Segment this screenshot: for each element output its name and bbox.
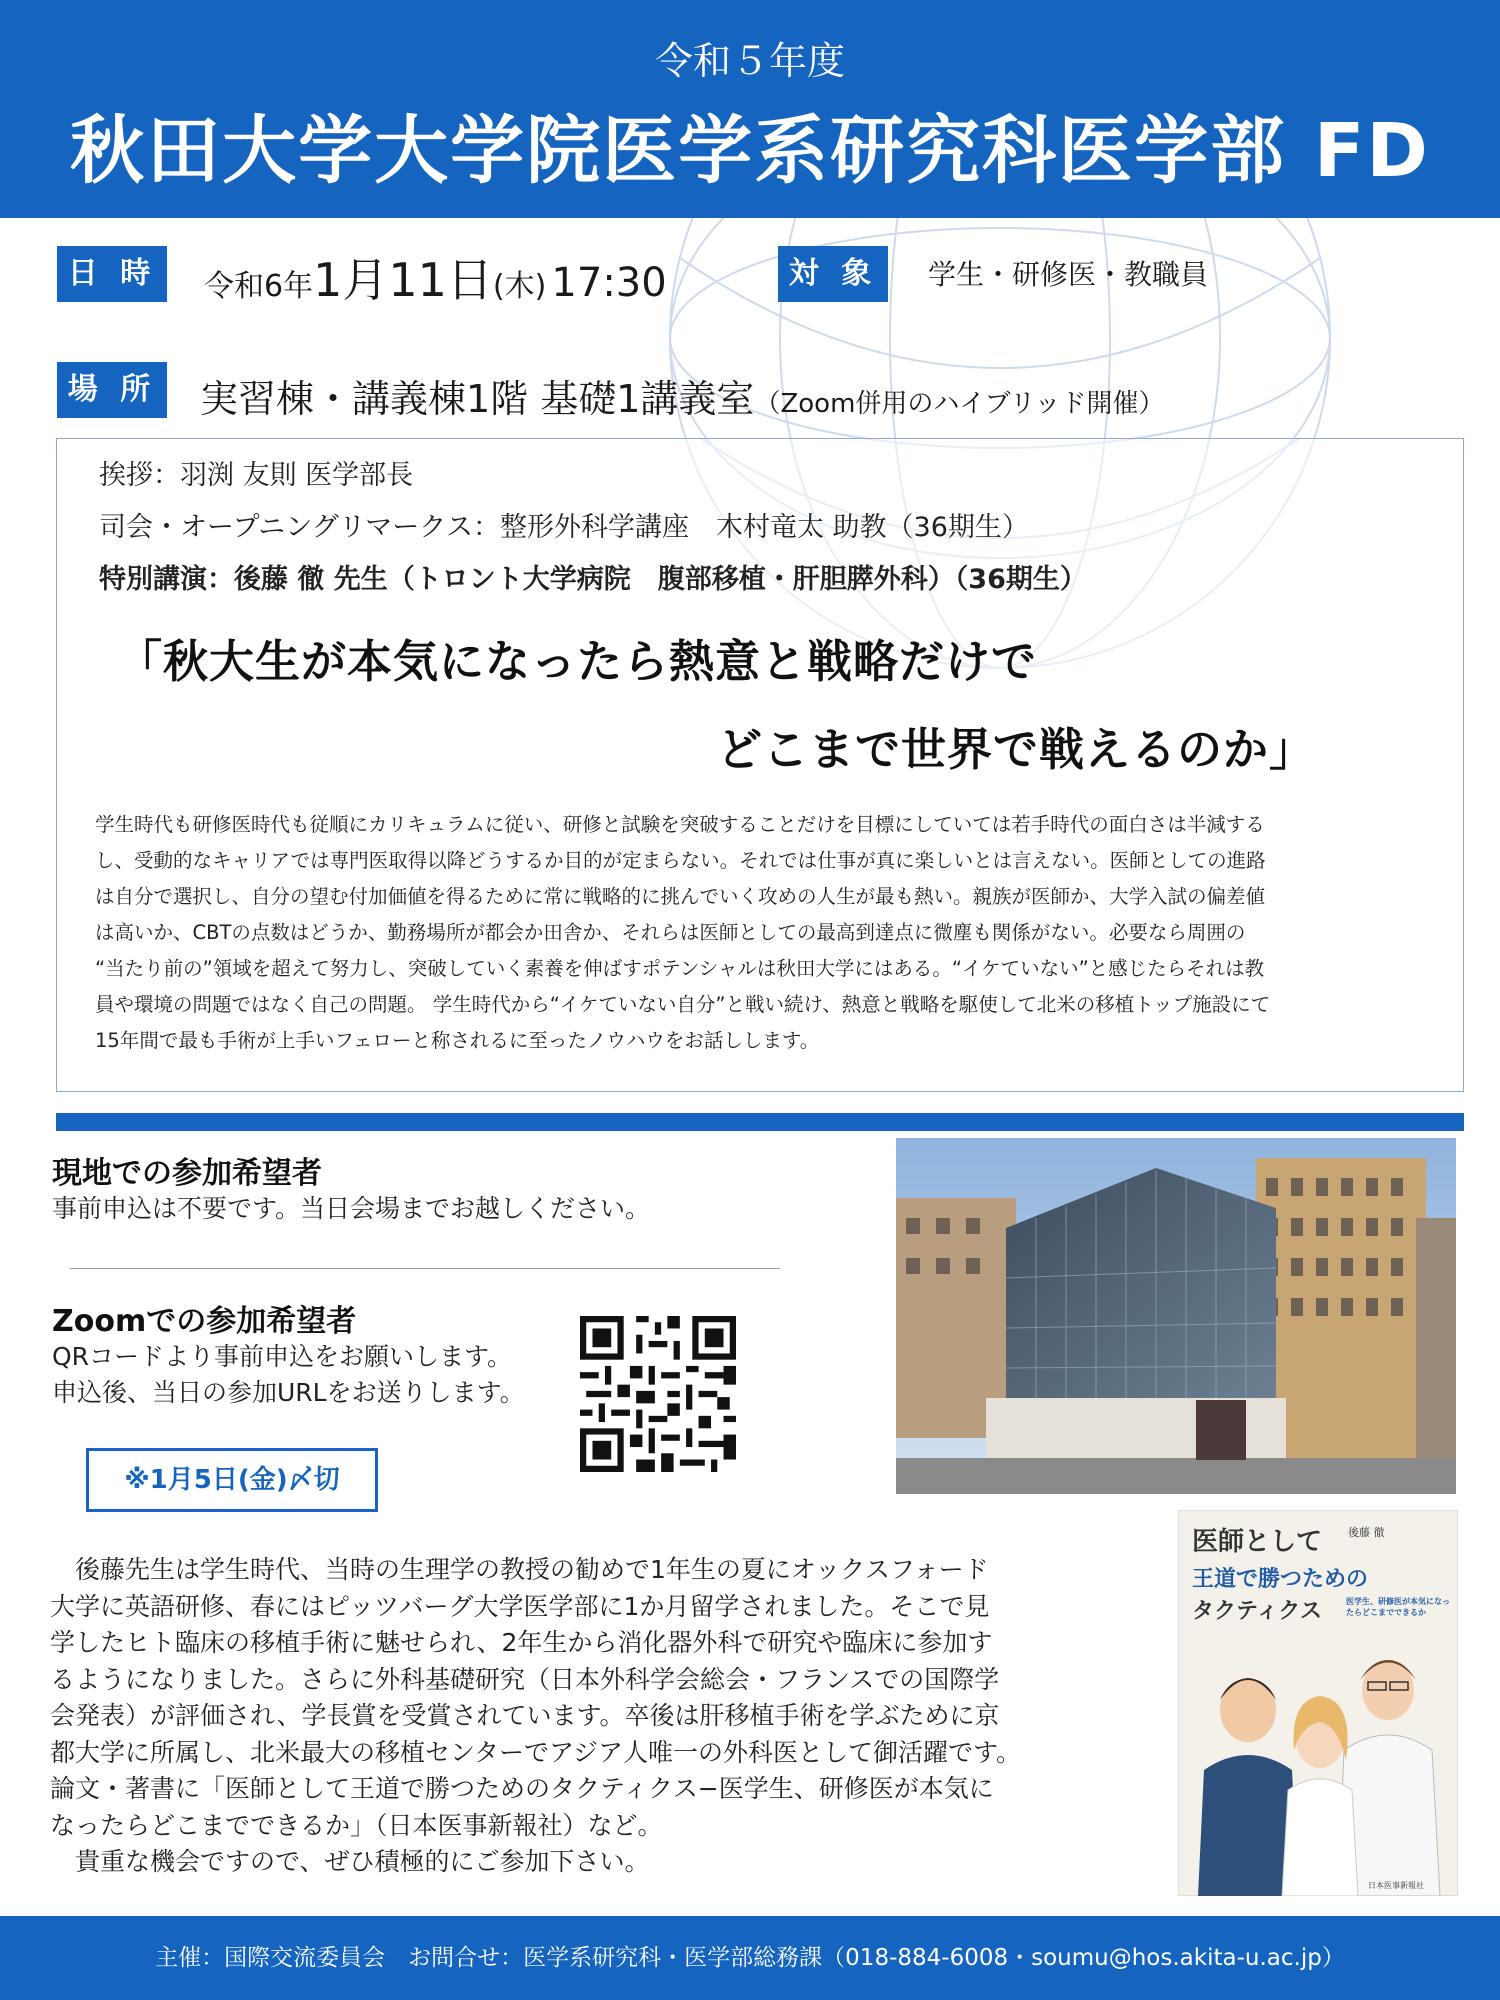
- date-weekday: (木): [492, 269, 547, 304]
- section-separator: [70, 1268, 780, 1269]
- zoom-line2: 申込後、当日の参加URLをお送りします。: [52, 1378, 525, 1407]
- book-author: 後藤 徹: [1348, 1526, 1385, 1539]
- zoom-heading: Zoomでの参加希望者: [52, 1304, 357, 1339]
- hospital-building-photo: [896, 1138, 1456, 1494]
- bio-line: 都大学に所属し、北米最大の移植センターでアジア人唯一の外科医として御活躍です。: [50, 1737, 1022, 1767]
- description-line: は高いか、CBTの点数はどうか、勤務場所が都会か田舎か、それらは医師としての最高到達点に微塵も関係がない。必要なら周囲の: [95, 921, 1246, 944]
- event-date: [204, 244, 667, 310]
- onsite-text: 事前申込は不要です。当日会場までお越しください。: [52, 1194, 651, 1223]
- lecture-description: [95, 807, 1425, 1059]
- date-day: 1月11日: [313, 253, 493, 307]
- speaker-bio: [50, 1552, 1130, 1881]
- book-cover-image: [1178, 1510, 1458, 1896]
- book-title-line2: 王道で勝つための: [1192, 1567, 1369, 1592]
- book-title-line1: 医師として: [1192, 1527, 1323, 1557]
- description-line: “当たり前の”領域を超えて努力し、突破していく素養を伸ばすポテンシャルは秋田大学にはある。“イケていない”と感じたらそれは教: [95, 957, 1265, 980]
- bio-line: 大学に英語研修、春にはピッツバーグ大学医学部に1か月留学されました。そこで見: [50, 1591, 990, 1621]
- target-value: 学生・研修医・教職員: [928, 258, 1209, 291]
- lecture-title-line2: どこまで世界で戦えるのか」: [717, 723, 1316, 776]
- event-place: [200, 368, 1165, 423]
- book-title-line3: タクティクス: [1192, 1599, 1323, 1624]
- description-line: 員や環境の問題ではなく自己の問題。 学生時代から“イケていない自分”と戦い続け、熱意と戦略を駆使して北米の移植トップ施設にて: [95, 993, 1271, 1016]
- bio-line: なったらどこまでできるか」（日本医事新報社）など。: [50, 1810, 663, 1840]
- onsite-heading: 現地での参加希望者: [52, 1156, 322, 1191]
- qr-code-icon[interactable]: [580, 1316, 736, 1472]
- bio-line: 後藤先生は学生時代、当時の生理学の教授の勧めで1年生の夏にオックスフォード: [50, 1555, 989, 1584]
- bio-line: 貴重な機会ですので、ぜひ積極的にご参加下さい。: [50, 1847, 650, 1876]
- book-subtitle: 医学生、研修医が本気になったらどこまでできるか: [1346, 1597, 1450, 1617]
- program-box: [56, 438, 1464, 1092]
- deadline-badge: ※1月5日(金)〆切: [86, 1448, 378, 1512]
- page-title: 秋田大学大学院医学系研究科医学部 FD: [70, 108, 1430, 194]
- description-line: は自分で選択し、自分の望む付加価値を得るために常に戦略的に挑んでいく攻めの人生が最も熱い。親族が医師か、大学入試の偏差値: [95, 885, 1266, 908]
- date-time: 17:30: [551, 260, 667, 306]
- book-publisher: 日本医事新報社: [1368, 1881, 1424, 1890]
- section-divider-band: [56, 1113, 1464, 1131]
- place-note: （Zoom併用のハイブリッド開催）: [754, 389, 1165, 419]
- zoom-line1: QRコードより事前申込をお願いします。: [52, 1342, 513, 1371]
- bio-line: 学したヒト臨床の移植手術に魅せられ、2年生から消化器外科で研究や臨床に参加す: [50, 1628, 993, 1657]
- place-label: 場 所: [57, 362, 167, 418]
- bio-line: 論文・著書に「医師として王道で勝つためのタクティクス−医学生、研修医が本気に: [50, 1774, 994, 1803]
- bio-line: 会発表）が評価され、学長賞を受賞されています。卒後は肝移植手術を学ぶために京: [50, 1701, 1000, 1730]
- bio-line: るようになりました。さらに外科基礎研究（日本外科学会総会・フランスでの国際学: [50, 1664, 1000, 1694]
- lecture-title-line1: 「秋大生が本気になったら熱意と戦略だけで: [117, 635, 1038, 688]
- place-value: 実習棟・講義棟1階 基礎1講義室: [200, 377, 755, 421]
- mc-line: 司会・オープニングリマークス：整形外科学講座 木村竜太 助教（36期生）: [99, 512, 1029, 543]
- target-label: 対 象: [778, 246, 888, 302]
- fiscal-year: 令和５年度: [654, 39, 845, 83]
- description-line: 15年間で最も手術が上手いフェローと称されるに至ったノウハウをお話しします。: [95, 1029, 820, 1052]
- description-line: し、受動的なキャリアでは専門医取得以降どうするか目的が定まらない。それでは仕事が真に楽しいとは言えない。医師としての進路: [95, 849, 1266, 872]
- header-banner: [0, 0, 1500, 218]
- greeting-line: 挨拶：羽渕 友則 医学部長: [99, 460, 414, 491]
- description-line: 学生時代も研修医時代も従順にカリキュラムに従い、研修と試験を突破することだけを目標にしていては若手時代の面白さは半減する: [95, 813, 1265, 836]
- date-era: 令和6年: [204, 269, 314, 304]
- special-lecture-line: 特別講演：後藤 徹 先生（トロント大学病院 腹部移植・肝胆膵外科）（36期生）: [99, 564, 1087, 595]
- footer-contact: 主催：国際交流委員会 お問合せ：医学系研究科・医学部総務課（018-884-6008・soumu@hos.akita-u.ac.jp）: [0, 1916, 1500, 2000]
- date-label: 日 時: [57, 246, 167, 302]
